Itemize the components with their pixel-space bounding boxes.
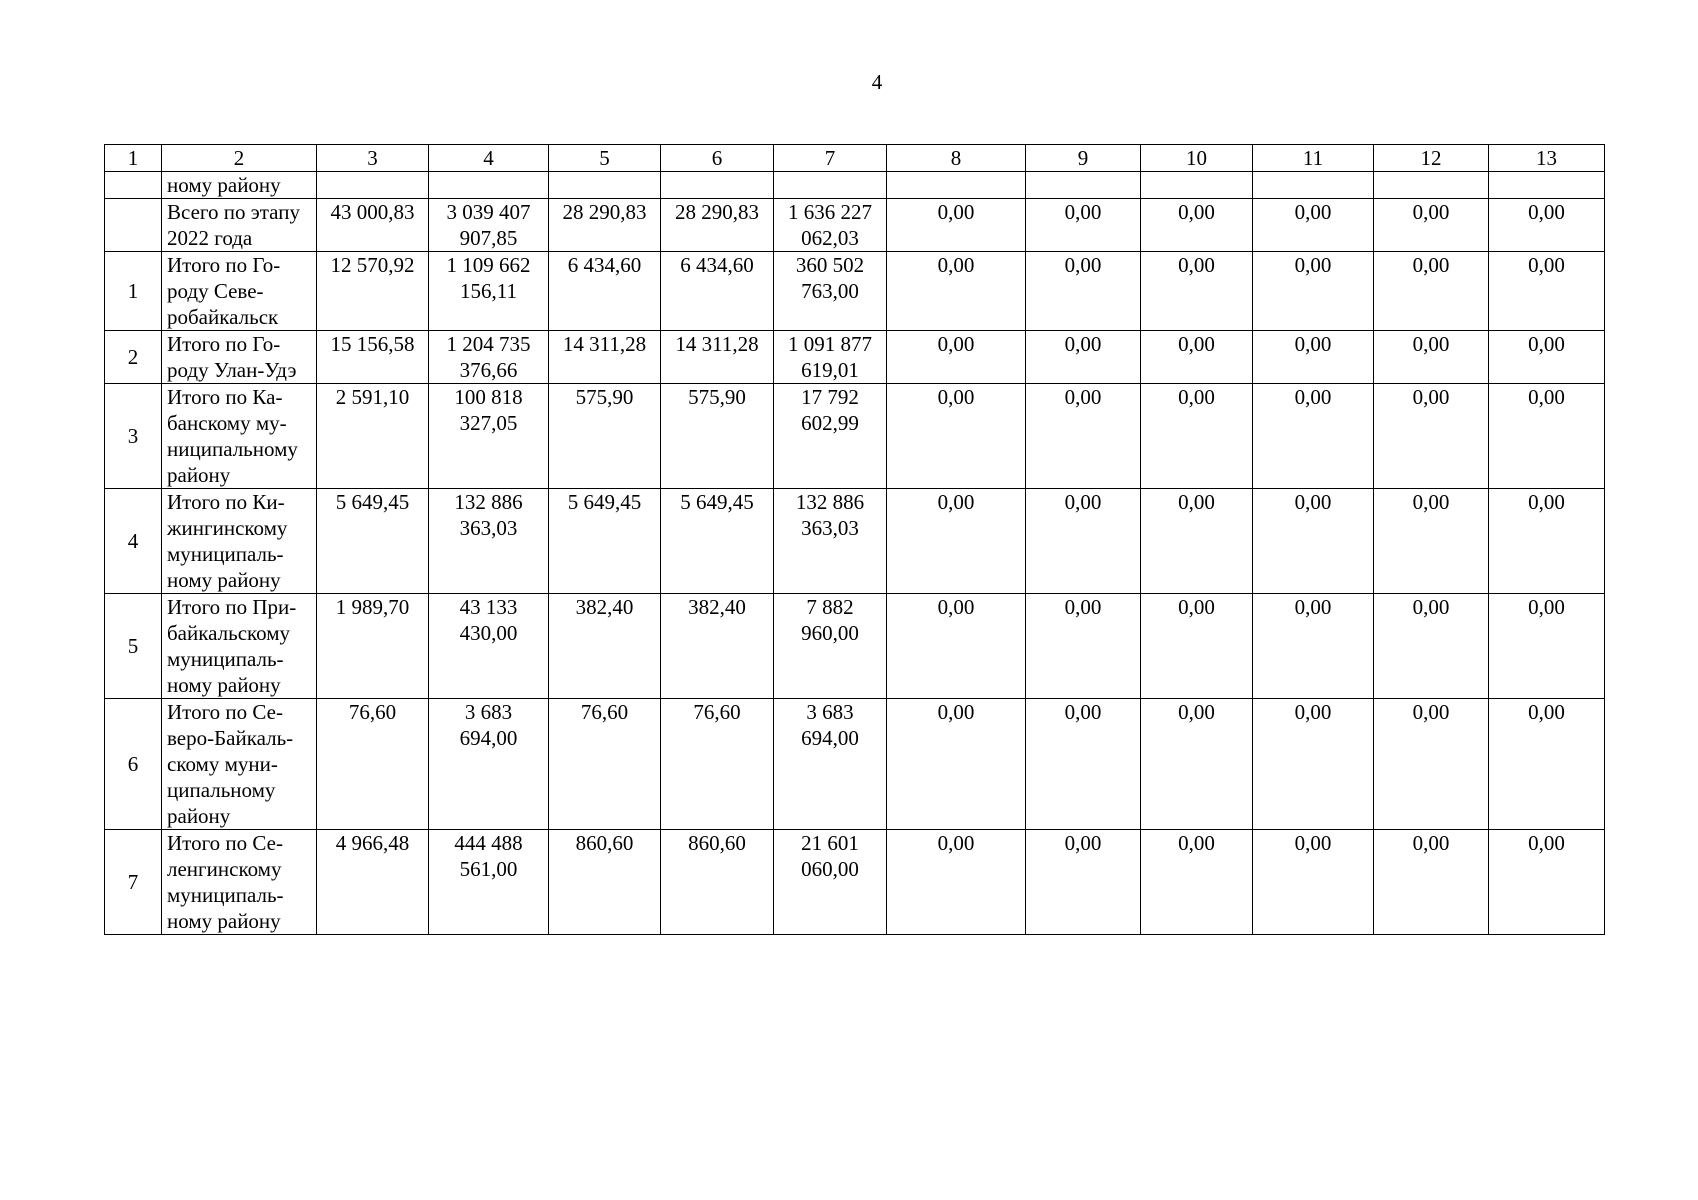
value-cell-c6: 860,60: [661, 830, 774, 935]
value-cell-c13: 0,00: [1489, 594, 1605, 699]
row-name-cell: Итого по Ки- жингинскому муниципаль- ному району: [162, 489, 317, 594]
row-name-cell: Итого по Го- роду Улан-Удэ: [162, 331, 317, 384]
row-name-cell: Итого по Ка- банскому му- ниципальному району: [162, 384, 317, 489]
value-cell-c7: 1 091 877 619,01: [774, 331, 887, 384]
value-cell-c7: 7 882 960,00: [774, 594, 887, 699]
column-header: 13: [1489, 145, 1605, 172]
value-cell-c5: 382,40: [549, 594, 661, 699]
column-header: 11: [1253, 145, 1374, 172]
table-body: [105, 145, 1605, 935]
column-header: 1: [105, 145, 162, 172]
value-cell-c7: 21 601 060,00: [774, 830, 887, 935]
value-cell-c9: 0,00: [1026, 199, 1141, 252]
value-cell-c5: 575,90: [549, 384, 661, 489]
value-cell-c6: 382,40: [661, 594, 774, 699]
row-number-cell: 2: [105, 331, 162, 384]
value-cell-c9: 0,00: [1026, 699, 1141, 830]
value-cell-c11: 0,00: [1253, 252, 1374, 331]
value-cell-c11: 0,00: [1253, 489, 1374, 594]
value-cell-c4: 3 039 407 907,85: [429, 199, 549, 252]
value-cell-c10: 0,00: [1141, 384, 1253, 489]
column-number-row: [105, 145, 1605, 172]
value-cell-c12: 0,00: [1374, 331, 1489, 384]
value-cell-c4: 1 109 662 156,11: [429, 252, 549, 331]
value-cell-c13: 0,00: [1489, 489, 1605, 594]
value-cell-c5: 5 649,45: [549, 489, 661, 594]
value-cell-c8: 0,00: [887, 331, 1026, 384]
value-cell-c4: 132 886 363,03: [429, 489, 549, 594]
row-number-cell: 4: [105, 489, 162, 594]
value-cell-c4: 444 488 561,00: [429, 830, 549, 935]
value-cell-c11: 0,00: [1253, 384, 1374, 489]
value-cell-c6: 14 311,28: [661, 331, 774, 384]
value-cell-c3: 43 000,83: [317, 199, 429, 252]
value-cell-c5: 76,60: [549, 699, 661, 830]
value-cell-c13: 0,00: [1489, 830, 1605, 935]
value-cell-c4: [429, 172, 549, 199]
value-cell-c10: 0,00: [1141, 252, 1253, 331]
value-cell-c7: 1 636 227 062,03: [774, 199, 887, 252]
row-name-cell: ному району: [162, 172, 317, 199]
value-cell-c7: 132 886 363,03: [774, 489, 887, 594]
row-number-cell: 5: [105, 594, 162, 699]
value-cell-c6: [661, 172, 774, 199]
value-cell-c6: 76,60: [661, 699, 774, 830]
value-cell-c9: 0,00: [1026, 331, 1141, 384]
value-cell-c3: 15 156,58: [317, 331, 429, 384]
value-cell-c7: 3 683 694,00: [774, 699, 887, 830]
value-cell-c11: [1253, 172, 1374, 199]
column-header: 5: [549, 145, 661, 172]
column-header: 4: [429, 145, 549, 172]
value-cell-c6: 575,90: [661, 384, 774, 489]
value-cell-c10: 0,00: [1141, 699, 1253, 830]
value-cell-c3: 5 649,45: [317, 489, 429, 594]
value-cell-c12: 0,00: [1374, 830, 1489, 935]
row-name-cell: Итого по Се- ленгинскому муниципаль- ному району: [162, 830, 317, 935]
value-cell-c9: 0,00: [1026, 489, 1141, 594]
table-row: [105, 331, 1605, 384]
value-cell-c11: 0,00: [1253, 594, 1374, 699]
value-cell-c8: 0,00: [887, 699, 1026, 830]
data-table: [104, 144, 1605, 935]
column-header: 7: [774, 145, 887, 172]
value-cell-c12: 0,00: [1374, 594, 1489, 699]
value-cell-c11: 0,00: [1253, 830, 1374, 935]
value-cell-c9: 0,00: [1026, 830, 1141, 935]
value-cell-c7: [774, 172, 887, 199]
value-cell-c3: 2 591,10: [317, 384, 429, 489]
column-header: 9: [1026, 145, 1141, 172]
value-cell-c5: 6 434,60: [549, 252, 661, 331]
table-row: [105, 199, 1605, 252]
value-cell-c5: [549, 172, 661, 199]
value-cell-c12: 0,00: [1374, 199, 1489, 252]
row-name-cell: Итого по При- байкальскому муниципаль- ному району: [162, 594, 317, 699]
value-cell-c9: [1026, 172, 1141, 199]
table-row: [105, 172, 1605, 199]
table-row: [105, 830, 1605, 935]
value-cell-c6: 5 649,45: [661, 489, 774, 594]
column-header: 12: [1374, 145, 1489, 172]
value-cell-c12: 0,00: [1374, 384, 1489, 489]
row-number-cell: 1: [105, 252, 162, 331]
value-cell-c10: 0,00: [1141, 331, 1253, 384]
value-cell-c4: 43 133 430,00: [429, 594, 549, 699]
value-cell-c12: 0,00: [1374, 252, 1489, 331]
value-cell-c4: 3 683 694,00: [429, 699, 549, 830]
value-cell-c8: 0,00: [887, 199, 1026, 252]
value-cell-c6: 6 434,60: [661, 252, 774, 331]
value-cell-c8: 0,00: [887, 594, 1026, 699]
value-cell-c9: 0,00: [1026, 252, 1141, 331]
row-number-cell: [105, 172, 162, 199]
value-cell-c10: [1141, 172, 1253, 199]
value-cell-c5: 28 290,83: [549, 199, 661, 252]
column-header: 8: [887, 145, 1026, 172]
value-cell-c5: 860,60: [549, 830, 661, 935]
value-cell-c5: 14 311,28: [549, 331, 661, 384]
page-number: 4: [871, 70, 883, 94]
value-cell-c10: 0,00: [1141, 830, 1253, 935]
column-header: 2: [162, 145, 317, 172]
table-row: [105, 489, 1605, 594]
row-name-cell: Всего по этапу 2022 года: [162, 199, 317, 252]
value-cell-c3: 12 570,92: [317, 252, 429, 331]
value-cell-c8: 0,00: [887, 489, 1026, 594]
value-cell-c8: 0,00: [887, 830, 1026, 935]
value-cell-c3: 4 966,48: [317, 830, 429, 935]
row-number-cell: 6: [105, 699, 162, 830]
table-row: [105, 384, 1605, 489]
value-cell-c6: 28 290,83: [661, 199, 774, 252]
value-cell-c13: 0,00: [1489, 384, 1605, 489]
value-cell-c7: 360 502 763,00: [774, 252, 887, 331]
value-cell-c8: 0,00: [887, 384, 1026, 489]
value-cell-c13: 0,00: [1489, 331, 1605, 384]
value-cell-c12: [1374, 172, 1489, 199]
column-header: 10: [1141, 145, 1253, 172]
row-name-cell: Итого по Го- роду Севе- робайкальск: [162, 252, 317, 331]
row-number-cell: 3: [105, 384, 162, 489]
value-cell-c8: [887, 172, 1026, 199]
column-header: 3: [317, 145, 429, 172]
value-cell-c11: 0,00: [1253, 331, 1374, 384]
value-cell-c3: [317, 172, 429, 199]
table-row: [105, 699, 1605, 830]
value-cell-c4: 100 818 327,05: [429, 384, 549, 489]
row-name-cell: Итого по Се- веро-Байкаль- скому муни- ципальному району: [162, 699, 317, 830]
value-cell-c13: 0,00: [1489, 199, 1605, 252]
value-cell-c3: 76,60: [317, 699, 429, 830]
value-cell-c8: 0,00: [887, 252, 1026, 331]
value-cell-c9: 0,00: [1026, 384, 1141, 489]
value-cell-c10: 0,00: [1141, 594, 1253, 699]
column-header: 6: [661, 145, 774, 172]
value-cell-c13: 0,00: [1489, 699, 1605, 830]
value-cell-c13: [1489, 172, 1605, 199]
value-cell-c10: 0,00: [1141, 489, 1253, 594]
value-cell-c3: 1 989,70: [317, 594, 429, 699]
value-cell-c7: 17 792 602,99: [774, 384, 887, 489]
value-cell-c9: 0,00: [1026, 594, 1141, 699]
table-row: [105, 252, 1605, 331]
value-cell-c12: 0,00: [1374, 489, 1489, 594]
value-cell-c4: 1 204 735 376,66: [429, 331, 549, 384]
value-cell-c11: 0,00: [1253, 199, 1374, 252]
value-cell-c10: 0,00: [1141, 199, 1253, 252]
value-cell-c13: 0,00: [1489, 252, 1605, 331]
value-cell-c12: 0,00: [1374, 699, 1489, 830]
table-row: [105, 594, 1605, 699]
value-cell-c11: 0,00: [1253, 699, 1374, 830]
row-number-cell: 7: [105, 830, 162, 935]
row-number-cell: [105, 199, 162, 252]
